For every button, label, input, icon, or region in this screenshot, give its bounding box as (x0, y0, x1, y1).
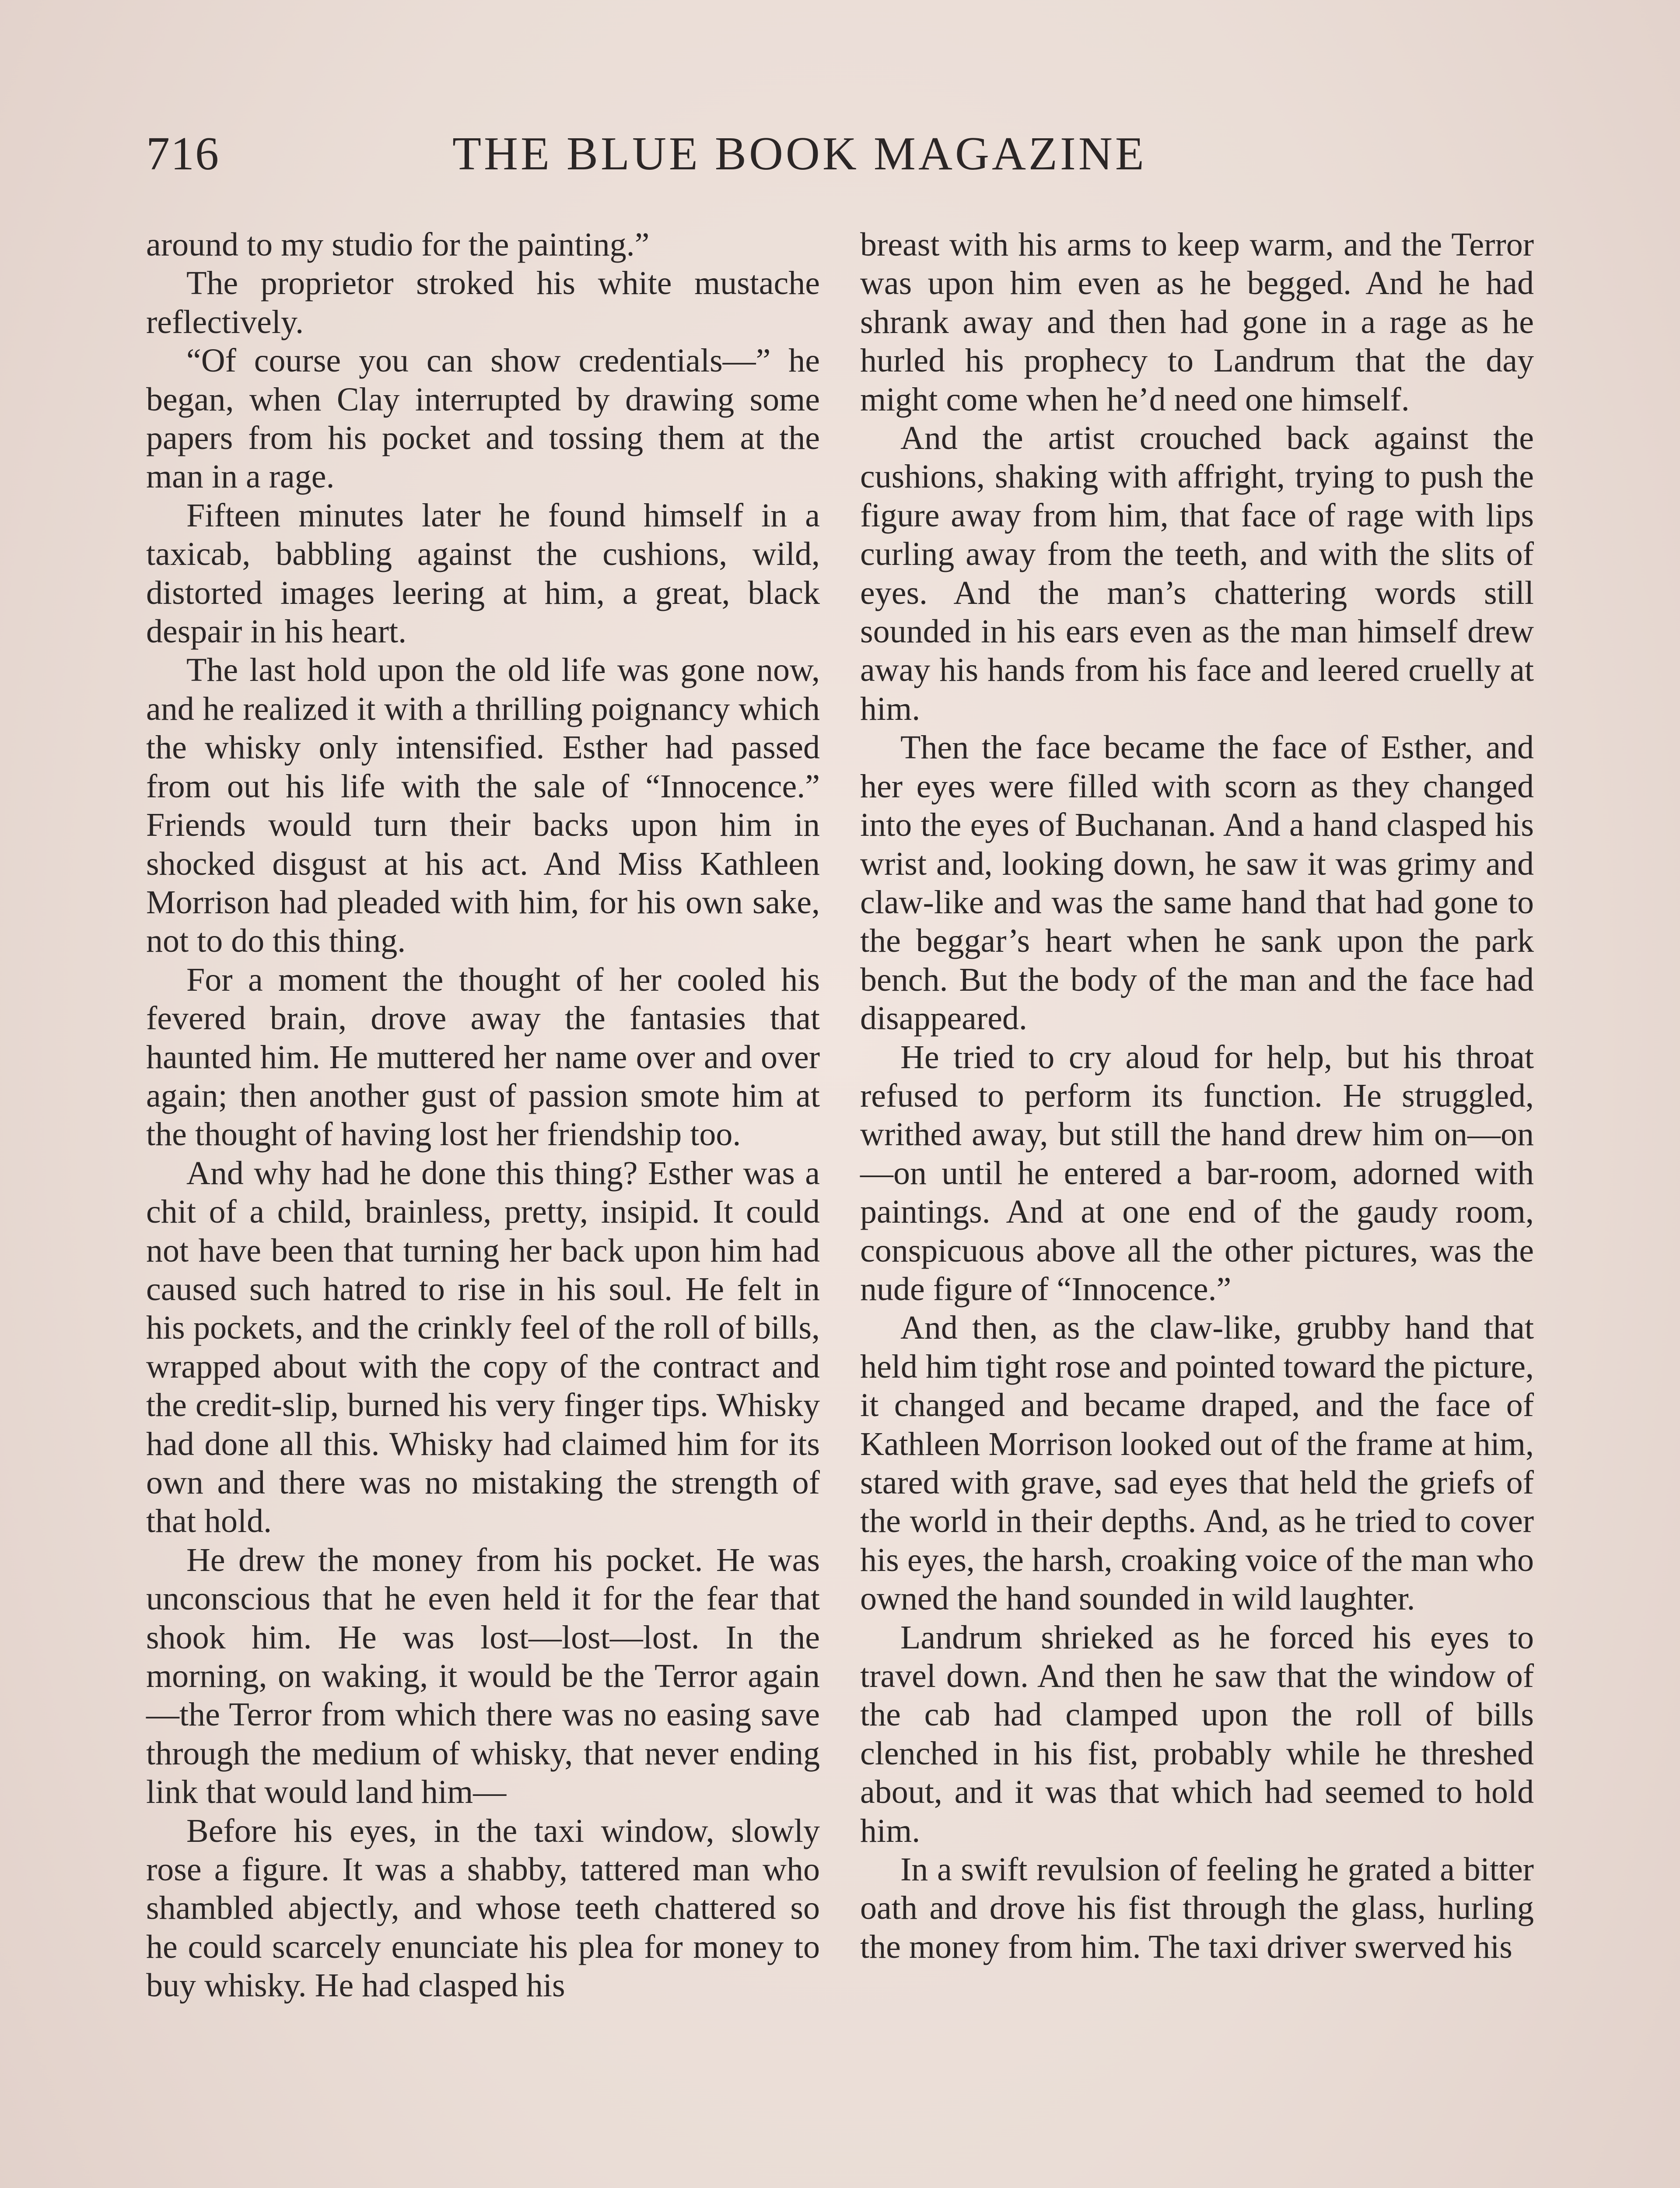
paragraph: He tried to cry aloud for help, but his throat refused to perform its function. He struggled, writhed away, but still the hand drew him on—on—on until he entered a bar-room, adorned with paintings. And at one end of the gaudy room, conspicuous above all the other pictures, was the nude figure of “Innocence.” (860, 1038, 1534, 1308)
paragraph: In a swift revulsion of feeling he grated a bitter oath and drove his fist through the glass, hurling the money from him. The taxi driver swerved his (860, 1851, 1534, 1965)
paragraph: He drew the money from his pocket. He was unconscious that he even held it for the fear that shook him. He was lost—lost—lost. In the morning, on waking, it would be the Terror again—the Terror from which there was no easing save through the medium of whisky, that never ending link that would land him— (146, 1541, 820, 1811)
page-header (146, 127, 1534, 188)
paragraph: For a moment the thought of her cooled his fevered brain, drove away the fantasies that haunted him. He muttered her name over and over again; then another gust of passion smote him at the thought of having lost her friendship too. (146, 961, 820, 1153)
paragraph: And then, as the claw-like, grubby hand that held him tight rose and pointed toward the picture, it changed and became draped, and the face of Kathleen Morrison looked out of the frame at him, stared with grave, sad eyes that held the griefs of the world in their depths. And, as he tried to cover his eyes, the harsh, croaking voice of the man who owned the hand sounded in wild laughter. (860, 1309, 1534, 1617)
page-number: 716 (146, 128, 220, 180)
paragraph: Then the face became the face of Esther, and her eyes were filled with scorn as they changed into the eyes of Buchanan. And a hand clasped his wrist and, looking down, he saw it was grimy and claw-like and was the same hand that had gone to the beggar’s heart when he sank upon the park bench. But the body of the man and the face had disappeared. (860, 729, 1534, 1037)
left-column (146, 225, 820, 2188)
right-column (860, 225, 1534, 2188)
paragraph: breast with his arms to keep warm, and the Terror was upon him even as he begged. And he had shrank away and then had gone in a rage as he hurled his prophecy to Landrum that the day might come when he’d need one himself. (860, 226, 1534, 418)
paragraph: “Of course you can show credentials—” he began, when Clay interrupted by drawing some papers from his pocket and tossing them at the man in a rage. (146, 342, 820, 495)
paragraph: Landrum shrieked as he forced his eyes to travel down. And then he saw that the window of the cab had clamped upon the roll of bills clenched in his fist, probably while he threshed about, and it was that which had seemed to hold him. (860, 1619, 1534, 1849)
paragraph: The proprietor stroked his white mustache reflectively. (146, 265, 820, 340)
magazine-title: THE BLUE BOOK MAGAZINE (452, 128, 1147, 180)
article-body (146, 225, 1534, 2188)
paragraph: And why had he done this thing? Esther was a chit of a child, brainless, pretty, insipid. It could not have been that turning her back upon him had caused such hatred to rise in his soul. He felt in his pockets, and the crinkly feel of the roll of bills, wrapped about with the copy of the contract and the credit-slip, burned his very finger tips. Whisky had done all this. Whisky had claimed him for its own and there was no mistaking the strength of that hold. (146, 1154, 820, 1540)
paragraph: The last hold upon the old life was gone now, and he realized it with a thrilling poignancy which the whisky only intensified. Esther had passed from out his life with the sale of “Innocence.” Friends would turn their backs upon him in shocked disgust at his act. And Miss Kathleen Morrison had pleaded with him, for his own sake, not to do this thing. (146, 652, 820, 960)
paragraph: Before his eyes, in the taxi window, slowly rose a figure. It was a shabby, tattered man who shambled abjectly, and whose teeth chattered so he could scarcely enunciate his plea for money to buy whisky. He had clasped his (146, 1812, 820, 2004)
paragraph: And the artist crouched back against the cushions, shaking with affright, trying to push the figure away from him, that face of rage with lips curling away from the teeth, and with the slits of eyes. And the man’s chattering words still sounded in his ears even as the man himself drew away his hands from his face and leered cruelly at him. (860, 420, 1534, 727)
paragraph: around to my studio for the painting.” (146, 226, 650, 263)
paragraph: Fifteen minutes later he found himself in a taxicab, babbling against the cushions, wild, distorted images leering at him, a great, black despair in his heart. (146, 497, 820, 650)
